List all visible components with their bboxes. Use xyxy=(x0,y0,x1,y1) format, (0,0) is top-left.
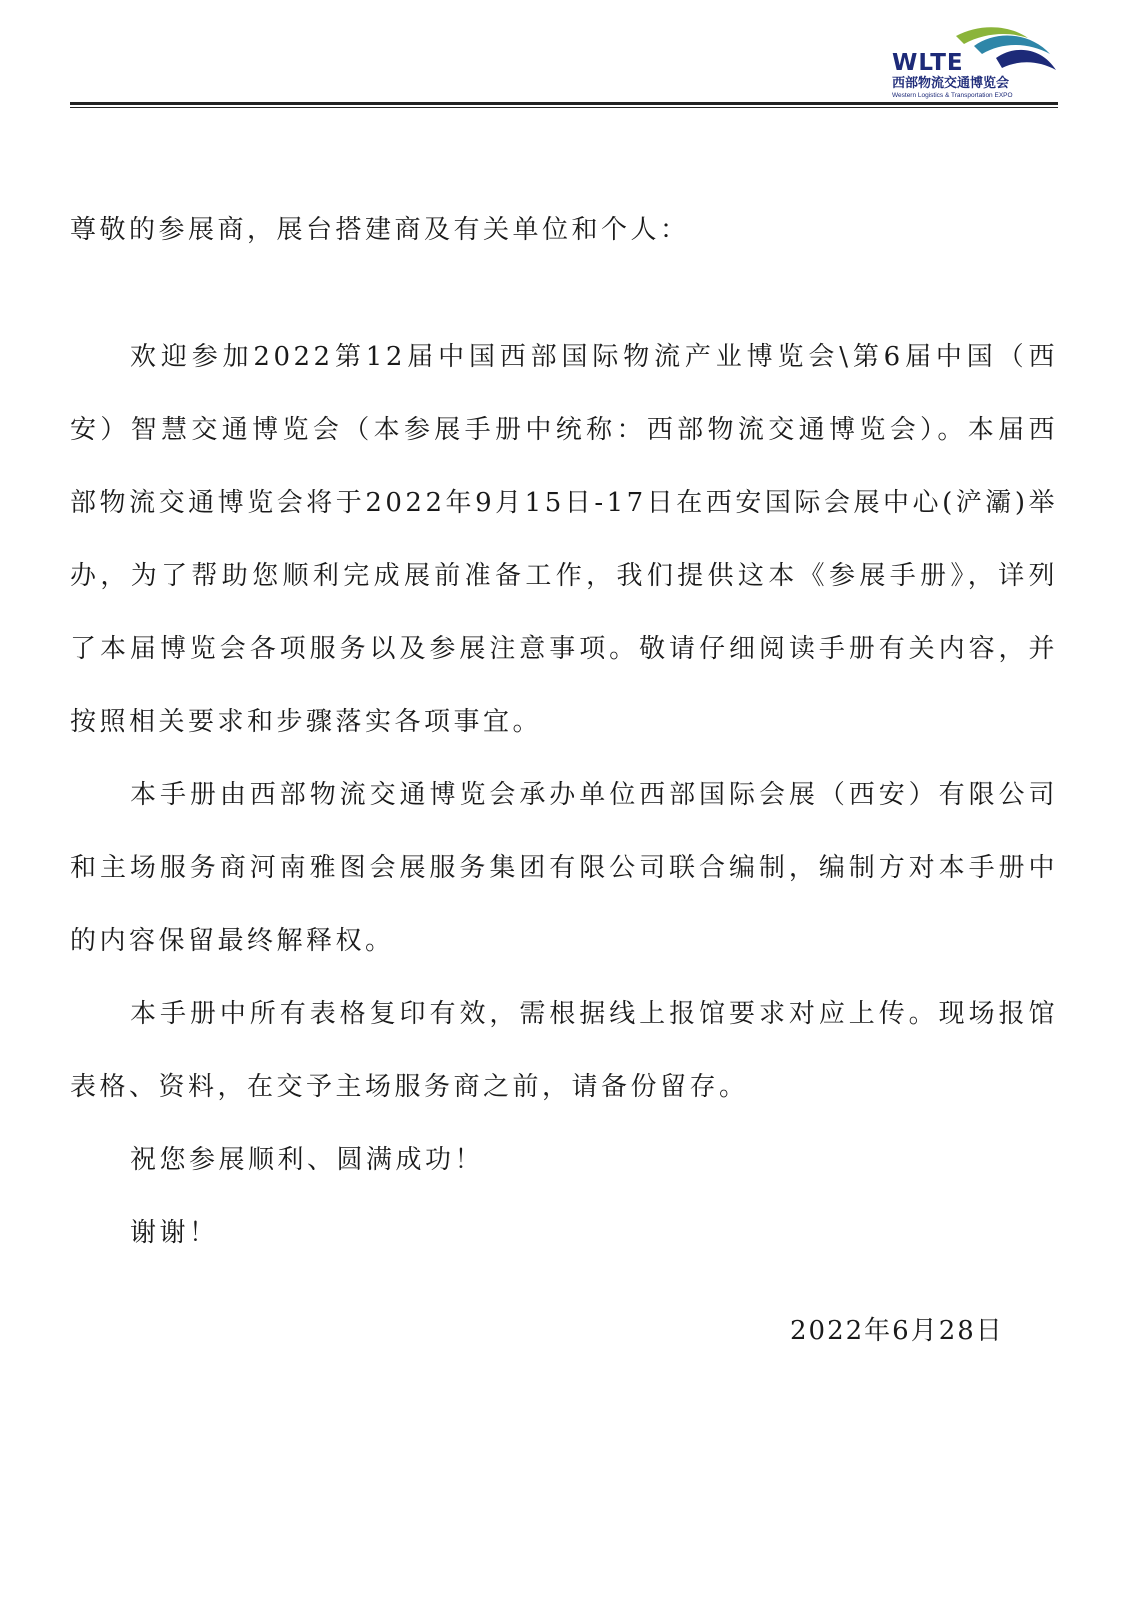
header-rule-thick xyxy=(70,102,1058,105)
letter-paragraph-thanks: 谢谢！ xyxy=(130,1218,219,1248)
letter-paragraph-forms: 本手册中所有表格复印有效，需根据线上报馆要求对应上传。现场报馆表格、资料，在交予主场服务商之前，请备份留存。 xyxy=(70,999,1058,1102)
header-rule-thin xyxy=(70,107,1058,108)
page-header xyxy=(70,0,1058,110)
letter-salutation: 尊敬的参展商，展台搭建商及有关单位和个人： xyxy=(70,215,690,245)
letter-paragraph-wishes: 祝您参展顺利、圆满成功！ xyxy=(130,1145,485,1175)
logo-english-name: Western Logistics & Transportation EXPO xyxy=(892,92,1013,99)
logo-abbreviation: WLTE xyxy=(892,50,964,76)
wlte-logo xyxy=(878,24,1058,102)
letter-date: 2022年6月28日 xyxy=(790,1316,1004,1346)
letter-body xyxy=(70,194,1058,1270)
letter-paragraph-welcome: 欢迎参加2022第12届中国西部国际物流产业博览会\第6届中国（西安）智慧交通博览会（本参展手册中统称：西部物流交通博览会）。本届西部物流交通博览会将于2022年9月15日-17日在西安国际会展中心(浐灞)举办，为了帮助您顺利完成展前准备工作，我们提供这本《参展手册》，详列了本届博览会各项服务以及参展注意事项。敬请仔细阅读手册有关内容，并按照相关要求和步骤落实各项事宜。 xyxy=(70,342,1058,737)
letter-paragraph-editors: 本手册由西部物流交通博览会承办单位西部国际会展（西安）有限公司和主场服务商河南雅图会展服务集团有限公司联合编制，编制方对本手册中的内容保留最终解释权。 xyxy=(70,780,1058,956)
logo-chinese-name: 西部物流交通博览会 xyxy=(892,76,1010,91)
